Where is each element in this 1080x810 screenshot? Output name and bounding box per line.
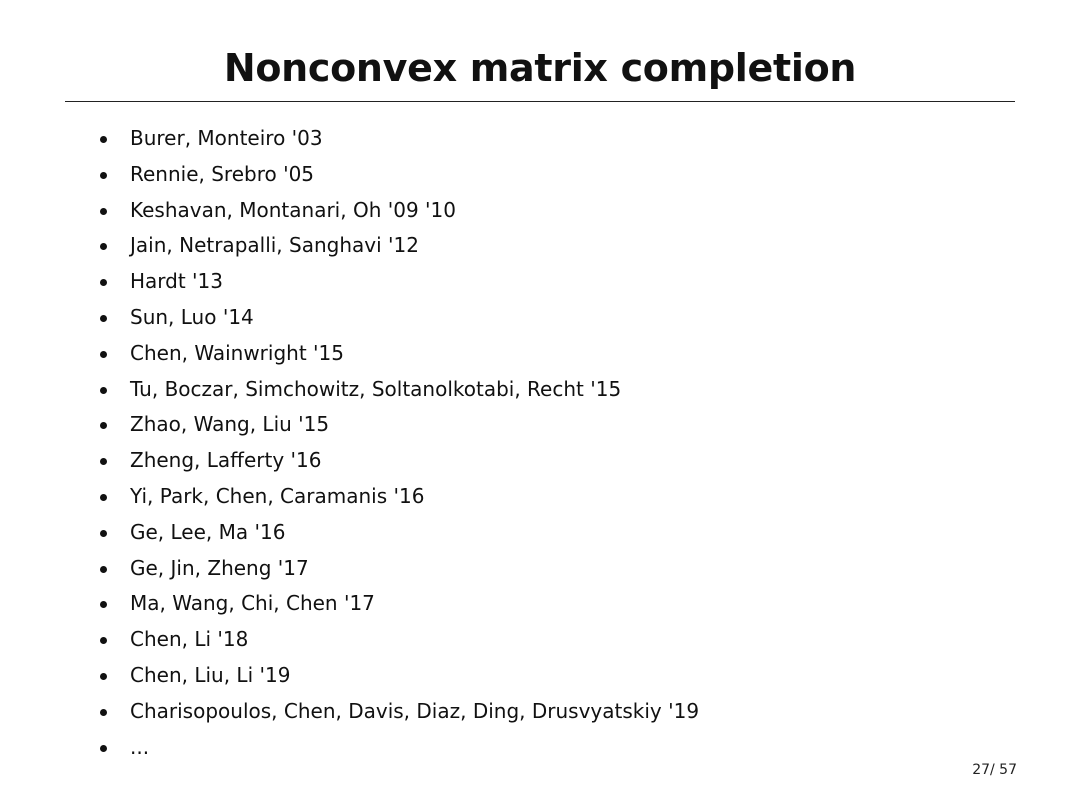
reference-text: Sun, Luo '14: [130, 304, 254, 329]
bullet-icon: [100, 351, 107, 358]
bullet-icon: [100, 494, 107, 501]
slide-title: Nonconvex matrix completion: [223, 46, 857, 90]
reference-text: Burer, Monteiro '03: [130, 126, 323, 150]
bullet-icon: [100, 279, 107, 286]
reference-text: Ge, Jin, Zheng '17: [130, 555, 309, 580]
reference-text: Hardt '13: [130, 269, 224, 294]
bullet-icon: [100, 243, 107, 250]
bullet-icon: [100, 315, 107, 322]
page-number: 27/ 57: [972, 762, 1017, 778]
bullet-icon: [100, 637, 107, 644]
reference-text: Jain, Netrapalli, Sanghavi '12: [130, 233, 419, 258]
reference-text: Chen, Liu, Li '19: [130, 662, 291, 687]
reference-text: Keshavan, Montanari, Oh '09 '10: [130, 197, 456, 222]
bullet-icon: [100, 601, 107, 608]
reference-text: Zheng, Lafferty '16: [130, 448, 322, 473]
title-divider: [65, 101, 1015, 102]
bullet-icon: [100, 709, 107, 716]
reference-text: Zhao, Wang, Liu '15: [130, 412, 330, 437]
bullet-icon: [100, 566, 107, 573]
reference-text: Chen, Li '18: [130, 627, 249, 652]
bullet-icon: [100, 172, 107, 179]
reference-text: ...: [130, 734, 150, 759]
bullet-icon: [100, 745, 107, 752]
bullet-icon: [100, 673, 107, 680]
reference-text: Rennie, Srebro '05: [130, 161, 315, 186]
reference-text: Chen, Wainwright '15: [130, 340, 344, 365]
bullet-icon: [100, 422, 107, 429]
reference-text: Charisopoulos, Chen, Davis, Diaz, Ding, Drusvyatskiy '19: [130, 698, 700, 723]
reference-text: Ma, Wang, Chi, Chen '17: [130, 591, 375, 616]
bullet-icon: [100, 530, 107, 537]
reference-text: Yi, Park, Chen, Caramanis '16: [130, 483, 425, 508]
reference-text: Ge, Lee, Ma '16: [130, 519, 286, 544]
bullet-icon: [100, 458, 107, 465]
bullet-icon: [100, 136, 107, 143]
reference-text: Tu, Boczar, Simchowitz, Soltanolkotabi, Recht '15: [130, 376, 622, 401]
bullet-icon: [100, 208, 107, 215]
bullet-icon: [100, 387, 107, 394]
